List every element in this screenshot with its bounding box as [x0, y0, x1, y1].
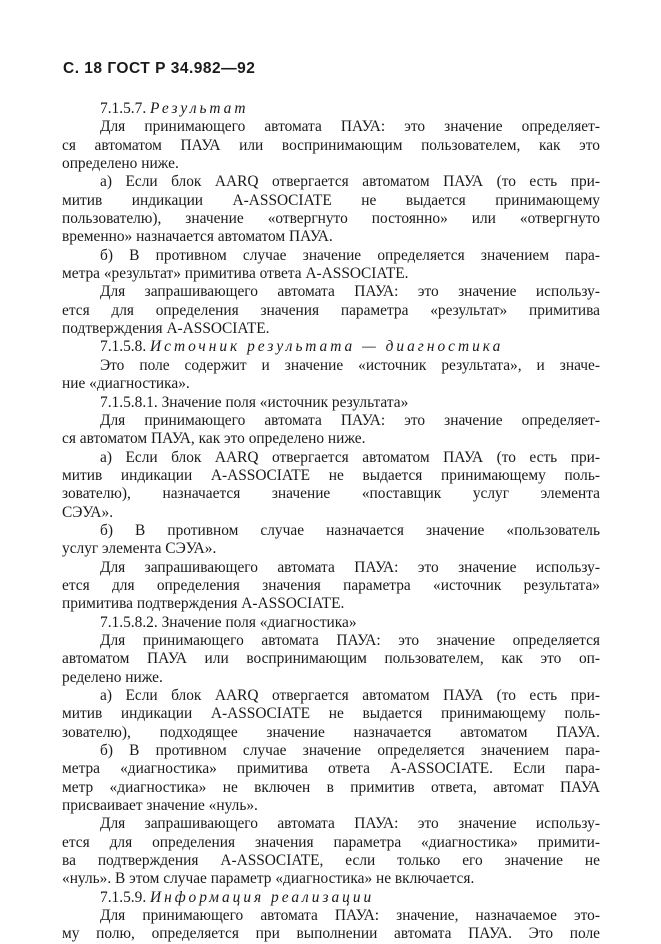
text-line: а) Если блок AARQ отвергается автоматом ПАУА (то есть при- [100, 687, 600, 704]
text-line: му полю, определяется при выполнении автомата ПАУА. Это поле [62, 925, 600, 943]
text-line: примитива подтверждения A-ASSOCIATE. [62, 595, 345, 613]
text-line [62, 338, 600, 356]
text-line: 7.1.5.8.2. Значение поля «диагностика» [100, 613, 357, 631]
section-title: Источник результата — диагностика [150, 338, 504, 356]
text-line: ние «диагностика». [62, 375, 190, 393]
text-line: Для принимающего автомата ПАУА: это значение определяет- [100, 411, 600, 429]
page-header: С. 18 ГОСТ Р 34.982—92 [63, 60, 256, 77]
section-number: 7.1.5.8. [100, 338, 147, 356]
text-line: б) В противном случае значение определяется значением пара- [100, 246, 600, 264]
text-line: Для принимающего автомата ПАУА: это значение определяется [100, 631, 600, 649]
text-line: митив индикации A-ASSOCIATE не выдается принимающему поль- [62, 705, 600, 723]
text-line: ется для определения значения параметра «источник результата» [62, 576, 600, 594]
document-body [62, 100, 600, 944]
text-line: подтверждения A-ASSOCIATE. [62, 320, 270, 338]
text-line: 7.1.5.8.1. Значение поля «источник результата» [100, 393, 409, 411]
text-line: услуг элемента СЭУА». [62, 540, 217, 558]
text-line [62, 100, 600, 118]
text-line: ся автоматом ПАУА или воспринимающим пользователем, как это [62, 136, 600, 154]
section-title: Информация реализации [150, 888, 375, 906]
text-line: автоматом ПАУА или воспринимающим пользователем, как это оп- [62, 650, 600, 668]
text-line: зователю), назначается значение «поставщик услуг элемента [62, 485, 600, 503]
text-line: Это поле содержит и значение «источник результата», и значе- [100, 356, 600, 374]
section-title: Результат [150, 100, 249, 117]
text-line: ся автоматом ПАУА, как это определено ниже. [62, 430, 366, 448]
section-number: 7.1.5.9. [100, 888, 147, 906]
text-line: определено ниже. [62, 155, 179, 173]
text-line: Для запрашивающего автомата ПАУА: это значение использу- [100, 815, 600, 833]
text-line: ределено ниже. [62, 668, 163, 686]
text-line: митив индикации A-ASSOCIATE не выдается принимающему поль- [62, 466, 600, 484]
text-line: пользователю), значение «отвергнуто постоянно» или «отвергнуто [62, 210, 600, 228]
text-line: метра «диагностика» примитива ответа A-ASSOCIATE. Если пара- [62, 760, 600, 778]
text-line: ва подтверждения A-ASSOCIATE, если только его значение не [62, 852, 600, 870]
text-line: а) Если блок AARQ отвергается автоматом ПАУА (то есть при- [100, 173, 600, 191]
text-line: митив индикации A-ASSOCIATE не выдается принимающему [62, 191, 600, 209]
text-line: б) В противном случае значение определяется значением пара- [100, 742, 600, 760]
text-line: присваивает значение «нуль». [62, 797, 258, 815]
text-line: СЭУА». [62, 503, 114, 521]
text-line: б) В противном случае назначается значение «пользователь [100, 521, 600, 539]
text-line: а) Если блок AARQ отвергается автоматом ПАУА (то есть при- [100, 448, 600, 466]
text-line: Для запрашивающего автомата ПАУА: это значение использу- [100, 558, 600, 576]
text-line [62, 889, 600, 907]
section-number: 7.1.5.7. [100, 100, 147, 117]
text-line: временно» назначается автоматом ПАУА. [62, 228, 333, 246]
text-line: метр «диагностика» не включен в примитив ответа, автомат ПАУА [62, 778, 600, 796]
text-line: ется для определения значения параметра «результат» примитива [62, 301, 600, 319]
text-line: зователю), подходящее значение назначается автоматом ПАУА. [62, 723, 600, 741]
text-line: ется для определения значения параметра «диагностика» примити- [62, 833, 600, 851]
text-line: Для принимающего автомата ПАУА: это значение определяет- [100, 118, 600, 136]
text-line: Для запрашивающего автомата ПАУА: это значение использу- [100, 283, 600, 301]
text-line: «нуль». В этом случае параметр «диагностика» не включается. [62, 870, 475, 888]
text-line: метра «результат» примитива ответа A-ASSOCIATE. [62, 265, 409, 283]
text-line: Для принимающего автомата ПАУА: значение, назначаемое это- [100, 907, 600, 925]
